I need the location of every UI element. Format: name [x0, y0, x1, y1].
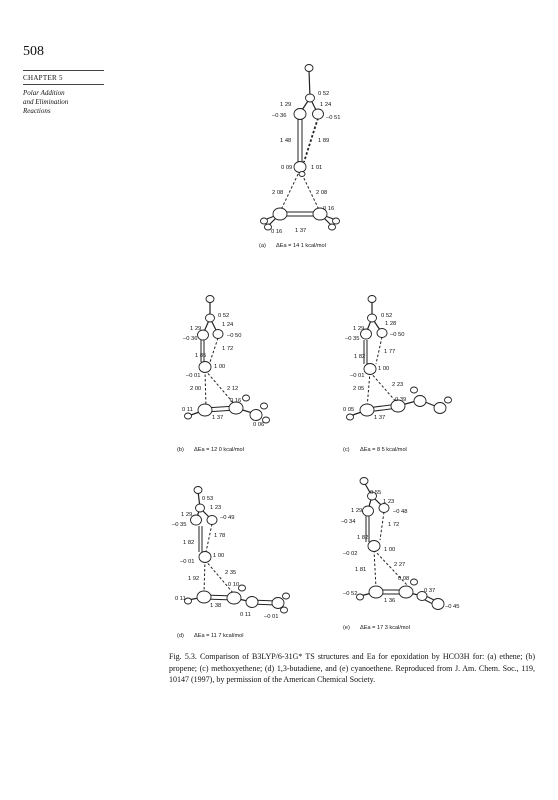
value-label: 0 09 [281, 165, 293, 171]
value-label: 1 72 [388, 522, 400, 528]
value-label: 1 72 [222, 346, 234, 352]
value-label: 0 39 [395, 397, 407, 403]
value-label: 1 23 [210, 505, 222, 511]
value-label: 1 78 [214, 533, 226, 539]
value-label: 1 23 [383, 499, 395, 505]
value-label: 1 92 [188, 576, 200, 582]
panel-b-energy: ΔEa = 12 0 kcal/mol [194, 447, 244, 453]
panel-a-label: (a) [259, 243, 266, 249]
panel-d-energy: ΔEa = 11 7 kcal/mol [194, 633, 244, 639]
value-label: 1 37 [212, 415, 224, 421]
value-label: 2 12 [227, 386, 239, 392]
value-label: –0 34 [341, 519, 356, 525]
value-label: 0 16 [230, 398, 242, 404]
value-label: 0 05 [343, 407, 355, 413]
value-label: 1 85 [195, 353, 207, 359]
value-label: –0 01 [350, 373, 365, 379]
value-label: 0 52 [318, 91, 330, 97]
value-label: 1 00 [214, 364, 226, 370]
value-label: 0 10 [228, 582, 240, 588]
panel-e-energy: ΔEa = 17 3 kcal/mol [360, 625, 410, 631]
value-label: 0 08 [398, 576, 410, 582]
value-label: 1 29 [351, 508, 363, 514]
value-label: –0 36 [272, 113, 287, 119]
value-label: –0 45 [445, 604, 460, 610]
value-label: 1 89 [318, 138, 330, 144]
value-label: 2 08 [316, 190, 328, 196]
value-label: 1 38 [210, 603, 222, 609]
panel-c-energy: ΔEa = 8 5 kcal/mol [360, 447, 407, 453]
panel-d-structure [185, 487, 290, 614]
value-label: 2 23 [392, 382, 404, 388]
value-label: 1 00 [384, 547, 396, 553]
value-label: 2 05 [353, 386, 365, 392]
section-title-line: Polar Addition [23, 89, 65, 97]
value-label: 1 29 [280, 102, 292, 108]
chapter-label: CHAPTER 5 [23, 74, 63, 82]
value-label: 2 27 [394, 562, 406, 568]
value-label: 1 36 [384, 598, 396, 604]
value-label: 2 00 [190, 386, 202, 392]
value-label: 1 01 [311, 165, 323, 171]
value-label: 1 37 [374, 415, 386, 421]
value-label: 1 37 [295, 228, 307, 234]
value-label: –0 50 [227, 333, 242, 339]
value-label: –0 01 [264, 614, 279, 620]
page-number: 508 [23, 44, 44, 59]
section-title-line: and Elimination [23, 98, 69, 106]
value-label: 0 06 [253, 422, 265, 428]
value-label: –0 49 [220, 515, 235, 521]
section-title-line: Reactions [23, 107, 51, 115]
value-label: –0 51 [326, 115, 341, 121]
panel-c-label: (c) [343, 447, 350, 453]
value-label: 0 11 [182, 407, 193, 413]
panel-b-label: (b) [177, 447, 184, 453]
value-label: 0 11 [175, 596, 186, 602]
value-label: –0 35 [172, 522, 187, 528]
value-label: 1 82 [354, 354, 366, 360]
value-label: –0 52 [343, 591, 358, 597]
value-label: 1 28 [385, 321, 397, 327]
value-label: 1 81 [355, 567, 367, 573]
value-label: 1 48 [280, 138, 292, 144]
value-label: 0 52 [218, 313, 230, 319]
figure-caption: Fig. 5.3. Comparison of B3LYP/6-31G* TS structures and Ea for epoxidation by HCO3H for: (a) ethene; (b) propene; (c) methoxyethene; (d) 1,3-butadiene, and (e) cyanoethene. Reproduced from J. Am. Chem. Soc., 119, 10147 (1997), by permission of the American Chemical Society. [169, 652, 535, 684]
value-label: 2 08 [272, 190, 284, 196]
value-label: 1 29 [190, 326, 202, 332]
value-label: 1 82 [357, 535, 369, 541]
value-label: 1 29 [181, 512, 193, 518]
value-label: 0 11 [240, 612, 251, 618]
value-label: 0 53 [202, 496, 214, 502]
value-label: –0 01 [180, 559, 195, 565]
panel-d-label: (d) [177, 633, 184, 639]
value-label: 1 77 [384, 349, 396, 355]
value-label: –0 01 [186, 373, 201, 379]
value-label: –0 02 [343, 551, 358, 557]
value-label: 0 37 [424, 588, 436, 594]
value-label: 0 16 [271, 229, 283, 235]
value-label: 1 82 [183, 540, 195, 546]
value-label: 1 00 [378, 366, 390, 372]
value-label: 1 24 [222, 322, 234, 328]
panel-e-label: (e) [343, 625, 350, 631]
value-label: 1 29 [353, 326, 365, 332]
value-label: 0 55 [370, 490, 382, 496]
value-label: –0 35 [345, 336, 360, 342]
value-label: –0 48 [393, 509, 408, 515]
value-label: 0 16 [323, 206, 335, 212]
panel-a-energy: ΔEa = 14 1 kcal/mol [276, 243, 326, 249]
value-label: 2 35 [225, 570, 237, 576]
value-label: –0 36 [183, 336, 198, 342]
value-label: –0 50 [390, 332, 405, 338]
value-label: 0 52 [381, 313, 393, 319]
value-label: 1 24 [320, 102, 332, 108]
value-label: 1 00 [213, 553, 225, 559]
